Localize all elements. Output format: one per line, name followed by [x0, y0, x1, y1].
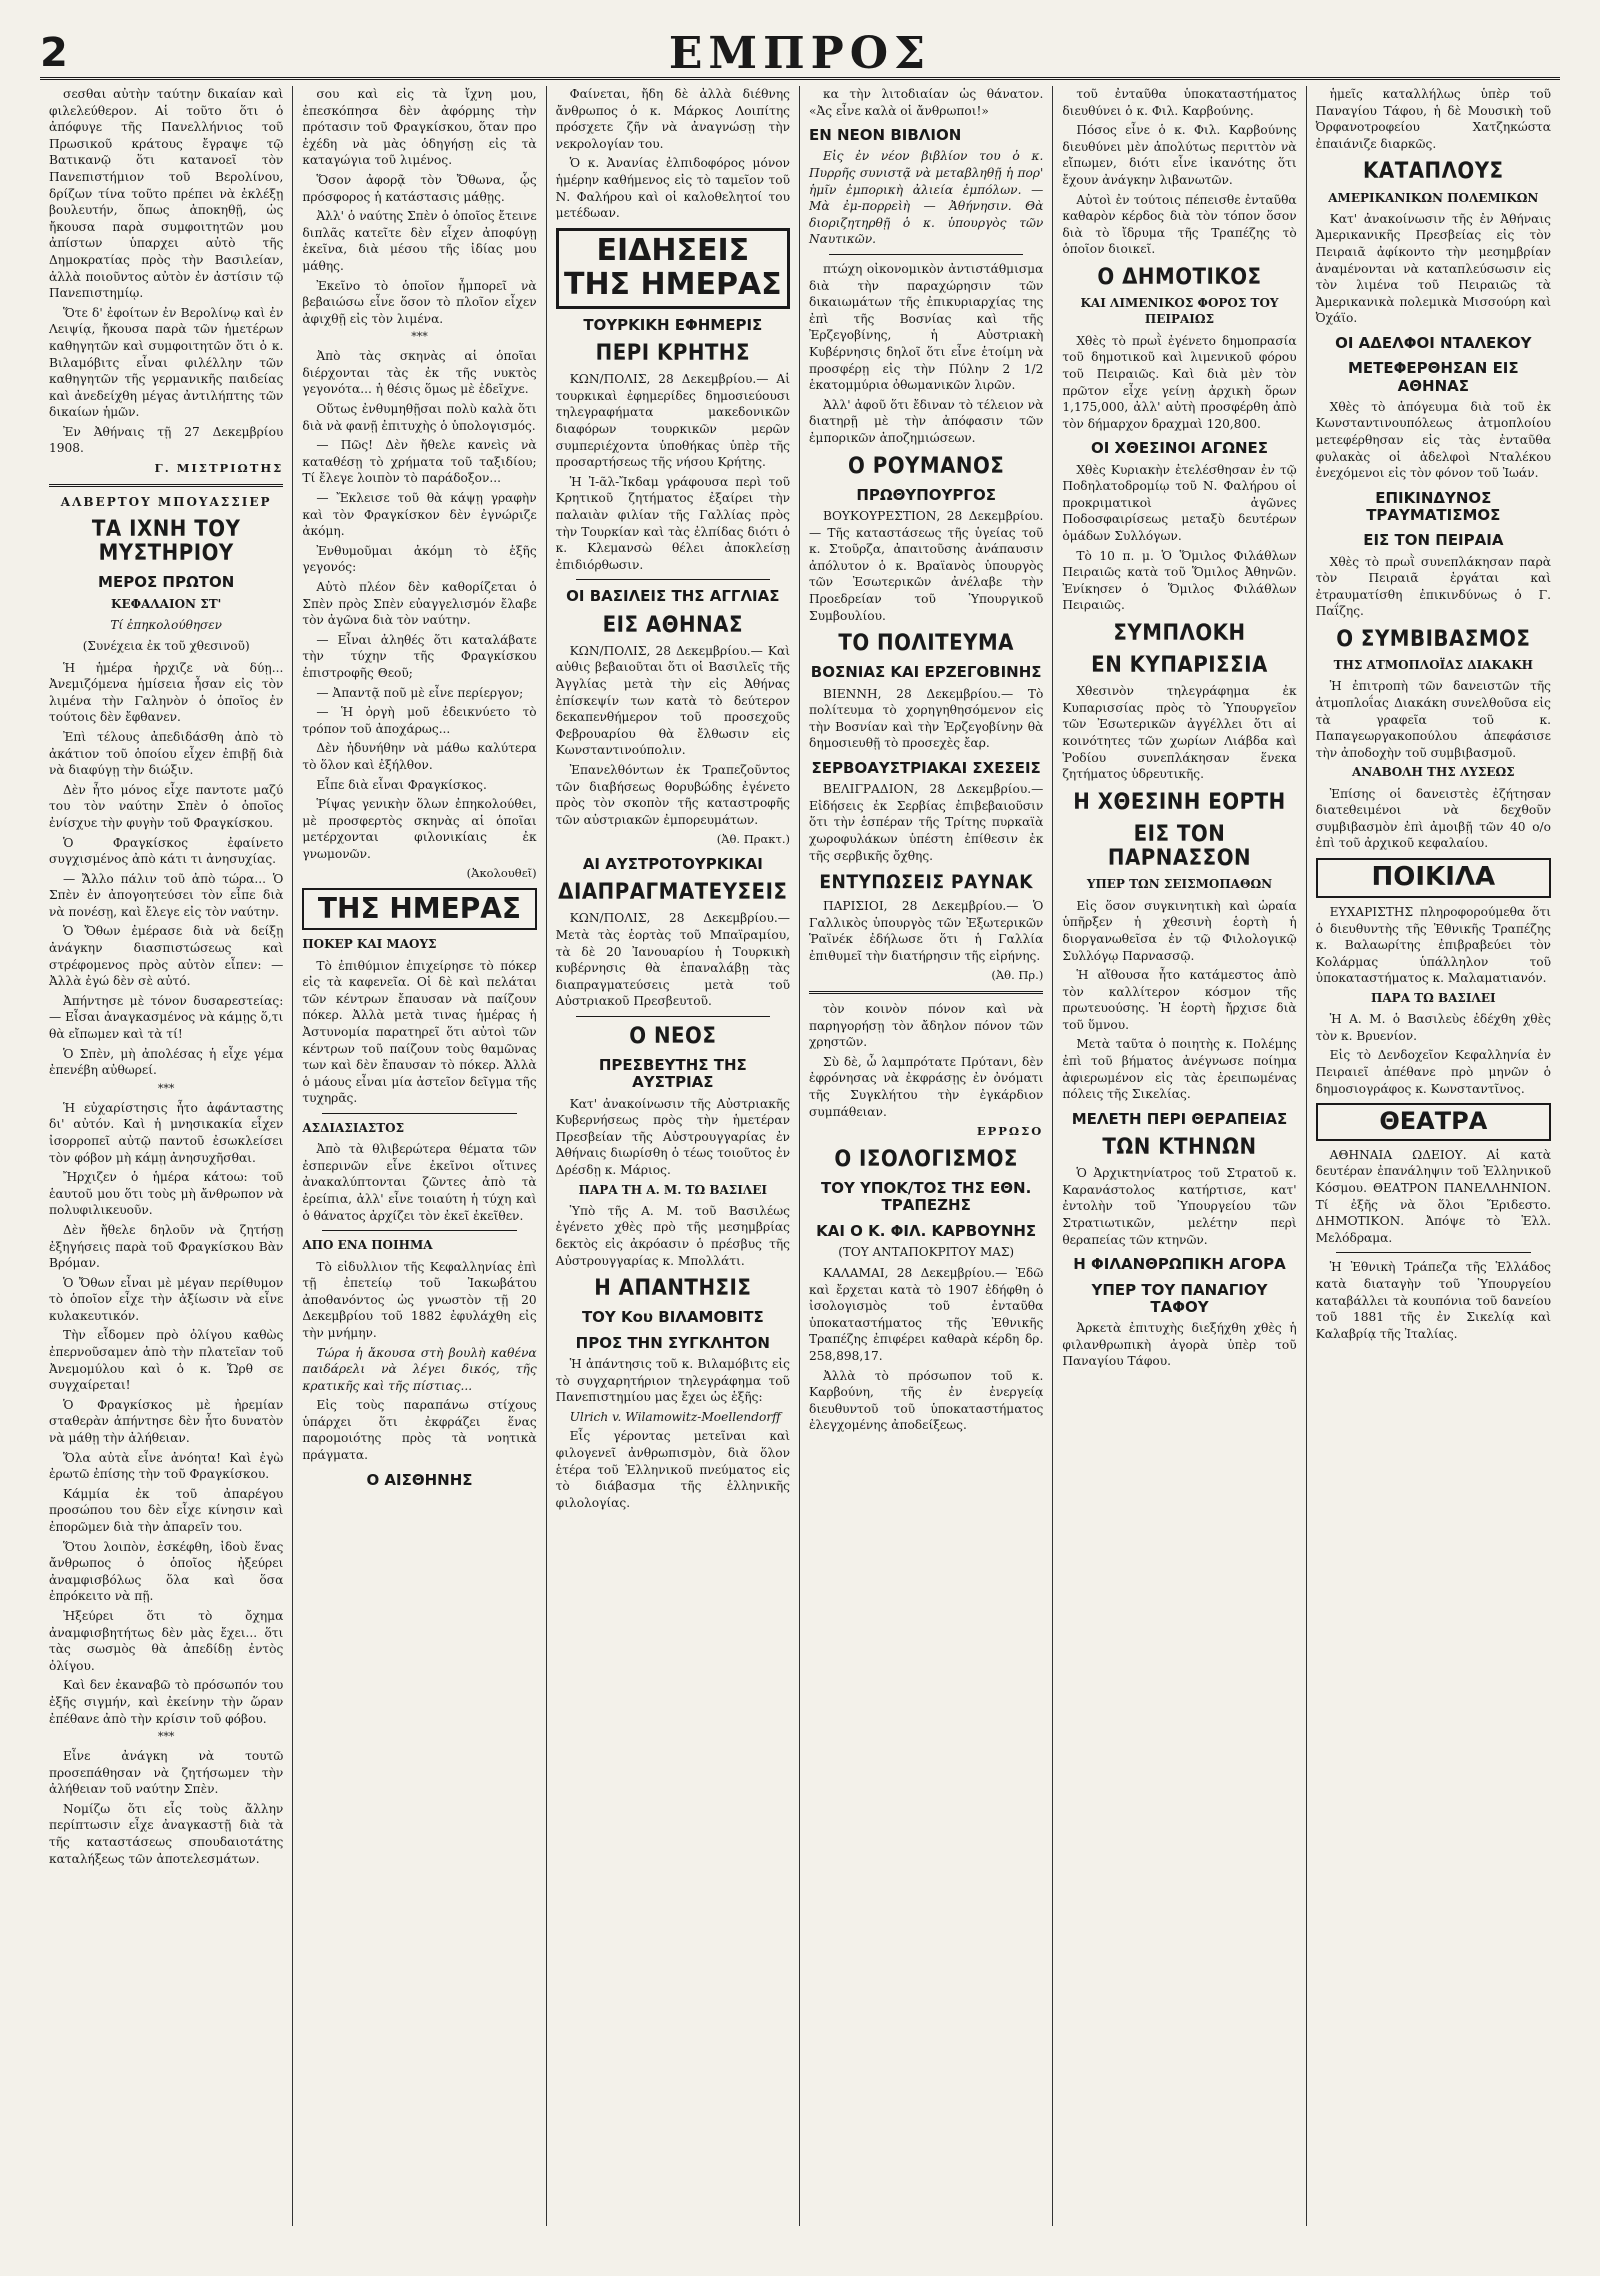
article-heading: ΥΠΕΡ ΤΩΝ ΣΕΙΣΜΟΠΑΘΩΝ: [1086, 877, 1273, 892]
paragraph: Εἰς ὅσον συγκινητικὴ καὶ ὡραία ὑπῆρξεν ἡ χθεσινὴ ἑορτὴ ἡ διοργανωθεῖσα ἐν τῷ Φιλολογικῷ Συλλόγῳ Παρνασσῷ.: [1062, 898, 1297, 963]
paragraph: Ἡ ἐπιτροπὴ τῶν δανειστῶν τῆς ἀτμοπλοΐας Διακάκη συνελθοῦσα εἰς τὰ γραφεῖα τοῦ κ. Παπαγεωργακοπούλου ἀπεφάσισε τὴν ἀποδοχὴν τοῦ συμβιβασμοῦ.: [1315, 679, 1551, 760]
article-heading: ΥΠΕΡ ΤΟΥ ΠΑΝΑΓΙΟΥ ΤΑΦΟΥ: [1091, 1280, 1268, 1316]
paragraph: Ὁ Ἀρχικτηνίατρος τοῦ Στρατοῦ κ. Καρανάστολος κατήρτισε, κατ' ἐντολὴν τοῦ Ὑπουργείου τῶν Στρατιωτικῶν, μελέτην περὶ θεραπείας τῶν κτηνῶν.: [1062, 1166, 1297, 1247]
paragraph: ΠΑΡΙΣΙΟΙ, 28 Δεκεμβρίου.— Ὁ Γαλλικὸς ὑπουργὸς τῶν Ἐξωτερικῶν Ῥαϊνέκ ἐδήλωσε ὅτι ἡ Γαλλία ἐπιθυμεῖ τὴν διατήρησιν τῆς εἰρήνης.: [808, 899, 1044, 963]
columns: [40, 86, 1560, 2226]
paragraph: Κατ' ἀνακοίνωσιν τῆς Αὐστριακῆς Κυβερνήσεως πρὸς τὴν ἡμετέραν Πρεσβείαν τῆς Αὐστρουγγαρίας ἐν Ἀθήναις διωρίσθη ὁ τέως τοιοῦτος ἐν Δρέσδῃ κ. Μάριος.: [555, 1096, 790, 1177]
paragraph: σεσθαι αὐτὴν ταύτην δικαίαν καὶ φιλελεύθερον. Αἱ τοῦτο ὅτι ὁ ἀπόφυγε τῆς Πανελλήνιος τοῦ Πρωσικοῦ κράτους ἔγραψε τῷ Βατικανῷ ὅτι κατανοεῖ τὸν Πανεπιστήμιον τοῦ Βερολίνου, δρίζων τίνα τοῦτο πρέπει νὰ ἐκλέξῃ βουλευτήν, ὅπως ἀποκηθῇ, ὡς ἤκουσα παρὰ συμφοιτητῶν μου ἀπίστων ὑπαρχει αὐτὸ τῆς Δημοκρατίας πρὸς τὴν Βασιλείαν, ἀλλὰ ποιοῦντος αὐτὸν ἐν ἀστίσιν τῷ Πανεπιστημίῳ.: [49, 87, 284, 301]
paragraph: Εἶπε διὰ εἶναι Φραγκίσκος.: [316, 777, 487, 792]
paragraph: Ὁ Φραγκίσκος μὲ ἠρεμίαν σταθερὰν ἀπήντησε δὲν ἦτο δυνατὸν νὰ μάθῃ τὴν ἀλήθειαν.: [49, 1397, 284, 1446]
article-heading: ΣΥΜΠΛΟΚΗ: [1113, 620, 1246, 646]
paragraph: Ἀλλ' ἀφοῦ ὅτι ἔδιναν τὸ τέλειον νὰ διατηρῇ μὲ τὴν ἀπόφασιν τῶν ἐμπορικῶν ἀποζημιώσεων.: [808, 397, 1044, 445]
paragraph: Αὐτὸ πλέον δὲν καθορίζεται ὁ Σπὲν πρὸς Σπὲν εὐαγγελισμόν ἔλαβε τὸν ἀγῶνα διὰ τὸν ναύτην.: [302, 579, 537, 628]
novel-title: ΤΑ ΙΧΝΗ ΤΟΥ ΜΥΣΤΗΡΙΟΥ: [91, 517, 241, 567]
paragraph: Εἶς γέροντας μετεῖναι καὶ φιλογενεῖ ἀνθρωπισμὸν, διὰ ὅλον ἑτέρα τοῦ Ἑλληνικοῦ πνεύματος εἰς τὸ διάβασμα τῆς ἑλληνικῆς φιλολογίας.: [555, 1429, 790, 1510]
article-heading: ΑΜΕΡΙΚΑΝΙΚΩΝ ΠΟΛΕΜΙΚΩΝ: [1328, 190, 1539, 205]
article-heading: ΜΕΤΕΦΕΡΘΗΣΑΝ ΕΙΣ ΑΘΗΝΑΣ: [1347, 359, 1519, 395]
article-heading: Ο ΣΥΜΒΙΒΑΣΜΟΣ: [1336, 626, 1531, 652]
article-heading: ΟΙ ΧΘΕΣΙΝΟΙ ΑΓΩΝΕΣ: [1090, 439, 1268, 458]
paragraph: Ἐπὶ τέλους ἀπεδιδάσθη ἀπὸ τὸ ἀκάτιον τοῦ ὁποίου εἶχεν ἐπιβῇ διὰ νὰ διαφύγῃ τὴν διώξιν.: [49, 729, 284, 778]
paragraph: Χθὲς τὸ ἀπόγευμα διὰ τοῦ ἐκ Κωνσταντινουπόλεως ἀτμοπλοίου μετεφέρθησαν εἰς τὰς ἐνταῦθα φυλακὰς οἱ ἀδελφοὶ Νταλέκου ἐνεχόμενοι εἰς τὸν φόνον τοῦ Ἰωάν.: [1315, 399, 1551, 481]
paragraph: ΚΩΝ/ΠΟΛΙΣ, 28 Δεκεμβρίου.— Μετὰ τὰς ἑορτὰς τοῦ Μπαϊραμίου, τὰ δὲ 20 Ἰανουαρίου ἡ Τουρκικὴ κυβέρνησις θὰ ἐπαναλάβῃ τὰς διαπραγματεύσεις μετὰ τοῦ Αὐστριακοῦ Πρεσβευτοῦ.: [555, 911, 790, 1009]
article-heading: ΕΠΙΚΙΝΔΥΝΟΣ ΤΡΑΥΜΑΤΙΣΜΟΣ: [1366, 488, 1501, 524]
article-heading: ΕΙΣ ΑΘΗΝΑΣ: [602, 612, 744, 638]
divider: [322, 1230, 516, 1231]
source-credit: (Ἀθ. Πρακτ.): [716, 832, 790, 847]
article-heading: ΠΕΡΙ ΚΡΗΤΗΣ: [595, 341, 750, 366]
column-5: [1053, 86, 1306, 2226]
paragraph: Ἀρκετὰ ἐπιτυχὴς διεξήχθη χθὲς ἡ φιλανθρωπικὴ ἀγορὰ ὑπὲρ τοῦ Παναγίου Τάφου.: [1062, 1321, 1297, 1369]
paragraph: — Ἄλλο πάλιν τοῦ ἀπὸ τώρα... Ὁ Σπὲν ἐν ἀπογοητεύσει τὸν εἶπε διὰ νὰ πονέσῃ, καὶ ἔλεγε εἰς τὸν ναύτην.: [49, 871, 284, 919]
paragraph: Δὲν ἦτο μόνος εἶχε παντοτε μαζύ του τὸν ναύτην Σπὲν ὁ ὁποῖος ἐνίσχυε τὴν φυγὴν τοῦ Φραγκίσκου.: [49, 782, 284, 830]
paragraph: Ἐκεῖνο τὸ ὁποῖον ἦμπορεῖ νὰ βεβαιώσω εἶνε ὅσον τὸ πλοῖον εἶχεν ἀφιχθῇ εἰς τὸν λιμένα.: [302, 278, 537, 326]
signature: Ulrich v. Wilamowitz-Moellendorff: [569, 1409, 781, 1424]
paragraph: ΚΑΛΑΜΑΙ, 28 Δεκεμβρίου.— Ἐδῶ καὶ ἔρχεται κατὰ τὸ 1907 ἐδήφθη ὁ ἰσολογισμὸς τοῦ ἐνταῦθα ὑποκαταστήματος τῆς Ἐθνικῆς Τραπέζης ἐπιφέρει καθαρὰ κέρδη δρ. 258,898,17.: [808, 1266, 1044, 1364]
paragraph: Αὐτοὶ ἐν τούτοις πέπεισθε ἐνταῦθα καθαρὸν κέρδος διὰ τὸν τόπον ὅσον διὰ τὸ ἴδρυμα τῆς Τραπέζης τὸ ὁποῖον διοικεῖ.: [1062, 192, 1297, 257]
paragraph: Ὅσον ἀφορᾷ τὸν Ὄθωνα, ᾧς πρόσφορος ἡ κατάστασις μάθῃς.: [302, 172, 537, 204]
separator-stars: ***: [157, 1730, 175, 1744]
paragraph: Σὺ δὲ, ὦ λαμπρότατε Πρύτανι, δὲν ἐφρόνησας νὰ ἐκφράσῃς ἐν ὀνόματι τῆς Συγκλήτου τὴν ἐγκάρδιον συμπάθειαν.: [808, 1054, 1044, 1119]
article-heading: ΒΟΣΝΙΑΣ ΚΑΙ ΕΡΖΕΓΟΒΙΝΗΣ: [810, 663, 1042, 682]
source-credit: (Ἀθ. Πρ.): [991, 968, 1044, 983]
paragraph: τοῦ ἐνταῦθα ὑποκαταστήματος διευθύνει ὁ κ. Φιλ. Καρβούνης.: [1062, 87, 1297, 118]
paragraph: Ὁ Φραγκίσκος ἐφαίνετο συγχισμένος ἀπὸ κάτι τι ἀνησυχίας.: [49, 835, 284, 867]
article-heading: ΕΝΤΥΠΩΣΕΙΣ ΡΑΥΝΑΚ: [819, 871, 1033, 894]
novel-subtitle: Τί ἐπηκολούθησεν: [110, 617, 222, 632]
column-4: [800, 86, 1053, 2226]
paragraph: Καὶ δεν ἐκαναβῶ τὸ πρόσωπόν του ἐξῆς σιγμήν, καὶ ἐκείνην τὴν ὥραν ἐπέθανε ἀπὸ τὴν κρίσιν τοῦ φόβου.: [49, 1678, 284, 1726]
paragraph: σου καὶ εἰς τὰ ἴχνη μου, ἐπεσκόπησα δὲν ἀφόρμης τὴν πρότασιν τοῦ Φραγκίσκου, ὅταν προ ἐχέδη νὰ μὰς ὁδηγήσῃ εἰς τὰ καταγώγια τοῦ λιμένος.: [302, 87, 537, 168]
paragraph: Φαίνεται, ἤδη δὲ ἀλλὰ διέθνης ἄνθρωπος ὁ κ. Μάρκος Λοιπίτης πρόσχετε ζῆν νὰ ἀναγνώσῃ τὴν νεκρολογίαν του.: [555, 87, 790, 151]
section-title: ΕΙΔΗΣΕΙΣ ΤΗΣ ΗΜΕΡΑΣ: [556, 228, 790, 309]
paragraph: Χθὲς τὸ πρωῒ ἐγένετο δημοπρασία τοῦ δημοτικοῦ καὶ λιμενικοῦ φόρου τοῦ Πειραιῶς. Καὶ διὰ μὲν τὸν πρῶτον εἶχε γείνῃ ἀρχικὴ ὅρων 1,175,000, ἀλλ' αὐτὴ προσφέρθη ἀπὸ τὸν δήμαρχον δραχμαὶ 120,800.: [1062, 333, 1297, 431]
section-rubric: ΘΕΑΤΡΑ: [1316, 1103, 1551, 1141]
article-heading: ΠΡΟΣ ΤΗΝ ΣΥΓΚΛΗΤΟΝ: [575, 1333, 770, 1352]
article-heading: ΚΑΙ ΛΙΜΕΝΙΚΟΣ ΦΟΡΟΣ ΤΟΥ ΠΕΙΡΑΙΩΣ: [1080, 296, 1279, 327]
article-heading: Ο ΑΙΣΘΗΝΗΣ: [366, 1470, 473, 1489]
paragraph: Ἀπήντησε μὲ τόνον δυσαρεστείας: — Εἶσαι ἀναγκασμένος νὰ κάμῃς ὅ,τι θὰ εἴπωμεν καὶ τὰ τί!: [49, 993, 284, 1042]
paragraph: Ἡ αἴθουσα ἦτο κατάμεστος ἀπὸ τὸν καλλίτερον κόσμον τῆς πρωτευούσης. Ἡ ἑορτὴ ἤρχισε διὰ τοῦ ὕμνου.: [1062, 968, 1297, 1032]
separator-stars: ***: [411, 330, 428, 344]
paragraph: τὸν κοινὸν πόνον καὶ νὰ παρηγορήσῃ τὸν ἄδηλον πόνον τῶν χρηστῶν.: [808, 1002, 1044, 1050]
section-rubric: ΠΟΙΚΙΛΑ: [1316, 858, 1551, 898]
article-heading: ΟΙ ΒΑΣΙΛΕΙΣ ΤΗΣ ΑΓΓΛΙΑΣ: [566, 587, 780, 606]
paragraph: Ὁ Ὄθων ἐμέρασε διὰ νὰ δείξῃ ἀνάγκην διασπιστώσεως καὶ στρέφομενος πρὸς αὐτὸν εἶπεν: — Ἀλλὰ ἐγώ δὲν σὲ αὐτό.: [49, 924, 284, 989]
continuation-note: (Συνέχεια ἐκ τοῦ χθεσινοῦ): [82, 639, 250, 654]
paragraph: Χθεσινὸν τηλεγράφημα ἐκ Κυπαρισσίας πρὸς τὸ Ὑπουργεῖον τῶν Ἐσωτερικῶν ἀγγέλλει ὅτι αἱ κοινότητες τῶν χωρίων Λιάβδα καὶ Ῥοδίου συνεπλάκησαν ἕνεκα ζητήματος ὑδρευτικῆς.: [1062, 684, 1297, 782]
column-3: [547, 86, 800, 2226]
paragraph: Εἰς ἐν νέον βιβλίον του ὁ κ. Πυρρῆς συνιστᾷ νὰ μεταβληθῇ ἡ πορ' ἡμῖν ἐμπορικὴ ἀλιεία ἐμπόλων. — Μὰ ἐμ-πορρεὶὴ — Ἀθήνησιν. Θὰ διοριζητηρθῇ ὁ κ. ὑπουργὸς τῶν Ναυτικῶν.: [808, 149, 1044, 247]
article-heading: ΑΣΔΙΑΣΙΑΣΤΟΣ: [302, 1120, 405, 1135]
article-heading: ΕΝ ΚΥΠΑΡΙΣΣΙΑ: [1091, 653, 1268, 679]
paragraph: Ἡ ἀπάντησις τοῦ κ. Βιλαμόβιτς εἰς τὸ συγχαρητήριον τηλεγράφημα τοῦ Πανεπιστημίου μας ἔχει ὡς ἑξῆς:: [555, 1356, 790, 1405]
article-heading: ΤΗΣ ΑΤΜΟΠΛΟΪΑΣ ΔΙΑΚΑΚΗ: [1333, 658, 1533, 673]
paragraph: Ἠξεύρει ὅτι τὸ ὄχημα ἀναμφισβητήτως δὲν μὰς ἔχει... ὅτι τὰς σωσμὸς θὰ ἀπεδίδῃ ἐντὸς ὀλίγου.: [49, 1608, 284, 1673]
paragraph: ΒΙΕΝΝΗ, 28 Δεκεμβρίου.— Τὸ πολίτευμα τὸ χορηγηθησόμενον εἰς τὴν Βοσνίαν καὶ τὴν Ἐρζεγοβίνην θὰ δημοσιευθῇ τὸ προσεχὲς ἔαρ.: [808, 686, 1044, 751]
divider: [576, 1016, 770, 1017]
article-heading: ΠΡΩΘΥΠΟΥΡΓΟΣ: [856, 485, 996, 504]
paragraph: Ὅλα αὐτὰ εἶνε ἀνόητα! Καὶ ἐγὼ ἐρωτῶ ἐπίσης τὴν τοῦ Φραγκίσκου.: [49, 1450, 284, 1482]
paragraph: Πόσος εἶνε ὁ κ. Φιλ. Καρβούνης διευθύνει μὲν ἀπολύτως περιττὸν νὰ εἴπωμεν, διότι εἶνε ἱκανότης ὅτι ἔχουν ἀνάγκην λιβανωτῶν.: [1062, 123, 1297, 187]
article-heading: Η ΧΘΕΣΙΝΗ ΕΟΡΤΗ: [1073, 789, 1286, 815]
article-heading: ΤΩΝ ΚΤΗΝΩΝ: [1102, 1135, 1257, 1161]
paragraph: Ῥίψας γενικὴν ὅλων ἐπηκολούθει, μὲ προσφερτὸς σκηνὰς αἱ ὁποῖαι μετέρχονται φιλονικίαις ἐκ γνωμονῶν.: [302, 797, 537, 861]
article-heading: ΤΟΥ Κου ΒΙΛΑΜΟΒΙΤΣ: [581, 1308, 764, 1327]
paragraph: Δὲν ἤθελε δηλοῦν νὰ ζητήσῃ ἐξηγήσεις παρὰ τοῦ Φραγκίσκου Βὰν Βρόμαν.: [49, 1222, 284, 1271]
article-heading: ΜΕΛΕΤΗ ΠΕΡΙ ΘΕΡΑΠΕΙΑΣ: [1071, 1109, 1288, 1128]
signoff: ΕΡΡΩΣΟ: [976, 1124, 1044, 1139]
novel-chapter: ΚΕΦΑΛΑΙΟΝ ΣΤ': [111, 596, 222, 611]
article-heading: ΕΙΣ ΤΟΝ ΠΑΡΝΑΣΣΟΝ: [1107, 822, 1252, 872]
paragraph: Οὕτως ἐνθυμηθῇσαι πολὺ καλὰ ὅτι διὰ νὰ φανῇ ἐπιτυχὴς ὁ ὑπολογισμός.: [302, 402, 537, 433]
paragraph: πτώχη οἰκονομικὸν ἀντιστάθμισμα διὰ τὴν παραχώρησιν τῶν δικαιωμάτων τῆς ἐπικυριαρχίας της ἐπὶ τῆς Βοσνίας καὶ τῆς Ἐρζεγοβίνης, ἡ Αὐστριακὴ Κυβέρνησις δηλοῖ ὅτι εἶνε ἑτοίμη νὰ προσφέρῃ εἰς τὴν Πύλην 2 1/2 ἑκατομμύρια ὀθωμανικῶν λιρῶν.: [808, 262, 1044, 393]
novel-part: ΜΕΡΟΣ ΠΡΩΤΟΝ: [98, 573, 235, 592]
divider: [829, 254, 1023, 255]
article-heading: ΕΙΣ ΤΟΝ ΠΕΙΡΑΙΑ: [1363, 531, 1504, 550]
paragraph: Τὸ ἐπιθύμιον ἐπιχείρησε τὸ πόκερ εἰς τὰ καφενεῖα. Οἱ δὲ καὶ πελάται τῶν κέντρων ἔπαυσαν νὰ παίζουν πόκερ. Ἀλλὰ μετὰ τινας ἡμέρας ἡ Ἀστυνομία παρατηρεῖ ὅτι αὐτοὶ τῶν κέντρων τοῦ παίζουν τοὺς θαμῶνας των καὶ δὲν ἔπαυσαν τὸ πόκερ. Ἀλλὰ ὁ μάους εἶναι μία ἀστεῖον δεῖγμα τῆς τυχηρᾶς.: [302, 958, 537, 1106]
paragraph: Ὁ Σπὲν, μὴ ἀπολέσας ἡ εἶχε γέμα ἐπενέβη αὐθωρεί.: [49, 1046, 284, 1078]
paragraph: ΚΩΝ/ΠΟΛΙΣ, 28 Δεκεμβρίου.— Αἱ τουρκικαὶ ἐφημερίδες δημοσιεύουσι τηλεγραφήματα μακεδονικῶν διαφόρων τουρκικῶν μερῶν συμπεριέχοντα ὑποθήκας ὑπὲρ τῆς προσαρτήσεως τῆς νήσου Κρήτης.: [555, 372, 790, 470]
article-heading: ΠΟΚΕΡ ΚΑΙ ΜΑΟΥΣ: [302, 937, 437, 952]
divider: [1336, 1252, 1531, 1253]
paragraph: Εἰς τοὺς παραπάνω στίχους ὑπάρχει ὅτι ἐκφράζει ἕνας παρομοιότης πρὸς τὰ νοητικὰ πράγματα.: [302, 1398, 537, 1463]
paragraph: ἡμεῖς καταλλήλως ὑπὲρ τοῦ Παναγίου Τάφου, ἡ δὲ Μουσικὴ τοῦ Ὀρφανοτροφείου Χατζηκώστα ἐπαιάνιζε διαρκῶς.: [1315, 87, 1551, 151]
verse: Τώρα ἡ ἄκουσα στὴ βουλὴ καθένα παιδάρελι νὰ λέγει δικός, τῆς κρατικῆς καὶ τῆς πίστιας...: [302, 1345, 537, 1393]
paragraph: — Ἀπαντᾷ ποῦ μὲ εἶνε περίεργον;: [316, 685, 524, 700]
paragraph: — Ἔκλεισε τοῦ θὰ κάψῃ γραφὴν καὶ τὸν Φραγκίσκον δὲν ἐγνώριζε ἀκόμη.: [302, 491, 537, 539]
paragraph: Κατ' ἀνακοίνωσιν τῆς ἐν Ἀθήναις Ἀμερικανικῆς Πρεσβείας εἰς τὸν Πειραιᾶ ἀφίκοντο τὴν μεσημβρίαν ἀναμένονται νὰ καταπλεύσωσιν εἰς τὸν λιμένα τοῦ Πειραιῶς τὰ Ἀμερικανικὰ πολεμικὰ Μισσούρη καὶ Ὀχάϊο.: [1315, 211, 1551, 326]
newspaper-title: ΕΜΠΡΟΣ: [668, 28, 932, 79]
article-heading: ΤΟΥΡΚΙΚΗ ΕΦΗΜΕΡΙΣ: [583, 315, 763, 334]
divider: [576, 579, 770, 580]
article-heading: ΟΙ ΑΔΕΛΦΟΙ ΝΤΑΛΕΚΟΥ: [1335, 334, 1532, 353]
paragraph: ΑΘΗΝΑΙΑ ΩΔΕΙΟΥ. Αἱ κατὰ δευτέραν ἐπανάληψιν τοῦ Ἑλληνικοῦ Κόσμου. ΘΕΑΤΡΟΝ ΠΑΝΕΛΛΗΝΙΟΝ. Τί ἐξῆς νὰ ὅλοι Ἔριδεστο. ΔΗΜΟΤΙΚΟΝ. Ἀπόψε τὸ Ἑλλ. Μελόδραμα.: [1315, 1147, 1551, 1245]
paragraph: Ὅτου λοιπὸν, ἐσκέφθη, ἰδοὺ ἕνας ἄνθρωπος ὁ ὁποῖος ἠξεύρει ἀναμφισβόλως ὅλα καὶ ὅσα ἐπρόκειτο νὰ πῇ.: [49, 1539, 284, 1604]
paragraph: Ἡ Ἐθνικὴ Τράπεζα τῆς Ἑλλάδος κατὰ διαταγὴν τοῦ Ὑπουργείου καταβάλλει τὰ κουπόνια τοῦ δανείου τοῦ 1881 τῆς ἐν Σικελίᾳ καὶ Καλαβρίᾳ τῆς Ἰταλίας.: [1315, 1260, 1551, 1341]
letter-date: Ἐν Ἀθήναις τῇ 27 Δεκεμβρίου 1908.: [49, 424, 284, 456]
paragraph: Ἀπὸ τὰς σκηνὰς αἱ ὁποῖαι διέρχονται τὰς ἐκ τῆς νυκτὸς γεγονότα... ἡ θέσις ὅμως μὲ ἐδεῖχνε.: [302, 349, 537, 397]
novel-author: ΑΛΒΕΡΤΟΥ ΜΠΟΥΑΣΣΙΕΡ: [60, 494, 272, 509]
article-heading: ΠΡΕΣΒΕΥΤΗΣ ΤΗΣ ΑΥΣΤΡΙΑΣ: [598, 1056, 747, 1092]
paragraph: Χθὲς τὸ πρωῒ συνεπλάκησαν παρὰ τὸν Πειραιᾶ ἐργάται καὶ ἐτραυματίσθη ἐπικινδύνως ὁ Γ. Παΐζης.: [1315, 554, 1551, 619]
paragraph: Τὴν εἶδομεν πρὸ ὀλίγου καθὼς ἐπερνοῦσαμεν ἀπὸ τὴν πλατεῖαν τοῦ Ἀνεμομύλου καὶ ὁ κ. Ὤρθ σε συγχαίρεται!: [49, 1328, 284, 1393]
article-heading: ΣΕΡΒΟΑΥΣΤΡΙΑΚΑΙ ΣΧΕΣΕΙΣ: [811, 758, 1041, 777]
paragraph: Ἡ Ἰ-ᾶλ-Ἴκδαμ γράφουσα περὶ τοῦ Κρητικοῦ ζητήματος ἐξαίρει τὴν παλαιὰν φιλίαν τῆς Γαλλίας πρὸς τὴν Τουρκίαν καὶ τὰς ἐλπίδας διότι ὁ κ. Κλεμανσὼ θέλει ἀποκλείσῃ ἐπιδιόρθωσιν.: [555, 474, 790, 572]
page-number: 2: [40, 30, 68, 76]
paragraph: ΒΕΛΙΓΡΑΔΙΟΝ, 28 Δεκεμβρίου.— Εἰδήσεις ἐκ Σερβίας ἐπιβεβαιοῦσιν ὅτι τὴν ἑσπέραν τῆς Τρίτης πυρκαϊὰ χωροφυλάκων ὑπέστη ἐπίθεσιν ἐκ τῆς σερβικῆς ὄχθης.: [808, 782, 1044, 863]
paragraph: Ἀπὸ τὰ θλιβερώτερα θέματα τῶν ἐσπερινῶν εἶνε ἐκεῖνοι οἵτινες ἀνακαλύπτονται ζῶντες ἀπὸ τὰ ἐρείπια, ἀλλ' εἶνε τοιαύτη ἡ τύχη καὶ ὁ θάνατος ἀρχίζει τὸν ἐκεῖ ἐκεῖθεν.: [302, 1142, 537, 1223]
article-heading: ΚΑΙ Ο Κ. ΦΙΛ. ΚΑΡΒΟΥΝΗΣ: [816, 1221, 1037, 1240]
article-heading: Η ΑΠΑΝΤΗΣΙΣ: [594, 1276, 752, 1302]
article-heading: Ο ΝΕΟΣ: [629, 1023, 717, 1049]
column-6: [1307, 86, 1560, 2226]
paragraph: Ὁ κ. Ἀνανίας ἐλπιδοφόρος μόνον ἡμέρην καθήμενος εἰς τὸ ταμεῖον τοῦ Ν. Φαλήρου καὶ οἱ καλοθελητοί του μετέδωαν.: [555, 156, 790, 221]
paragraph: Κάμμία ἐκ τοῦ ἀπαρέγου προσώπου του δὲν εἶχε κίνησιν καὶ ἐπορῶμεν διὰ τὴν ἀπαρεῖν του.: [49, 1486, 284, 1535]
article-heading: Ο ΔΗΜΟΤΙΚΟΣ: [1097, 264, 1262, 290]
paragraph: Ἐνθυμοῦμαι ἀκόμη τὸ ἑξῆς γεγονός:: [302, 543, 537, 575]
paragraph: Ἤρχιζεν ὁ ἡμέρα κάτοω: τοῦ ἑαυτοῦ μου ὅτι τοὺς μὴ ἄνθρωπον νὰ πολυφιλικευοῦν.: [49, 1170, 284, 1218]
paragraph: Ὁ Ὄθων εἶναι μὲ μέγαν περίθυμον τὸ ὁποῖον εἶχε τὴν ἀξίωσιν νὰ εἶνε κυλακευτικόν.: [49, 1275, 284, 1323]
paragraph: Δὲν ἠδυνήθην νὰ μάθω καλύτερα τὸ ὅλον καὶ ἐξήλθον.: [302, 741, 537, 772]
paragraph: Εἰς τὸ Δενδοχεῖον Κεφαλληνία ἐν Πειραιεῖ ἀπέθανε πρὸ μηνῶν ὁ δημοσιογράφος κ. Κωνσταντῖνος.: [1315, 1048, 1551, 1096]
article-subheading: (ΤΟΥ ΑΝΤΑΠΟΚΡΙΤΟΥ ΜΑΣ): [838, 1244, 1015, 1259]
to-be-continued: (Ἀκολουθεῖ): [466, 866, 537, 881]
section-rubric: ΤΗΣ ΗΜΕΡΑΣ: [302, 888, 536, 930]
article-heading: ΑΝΑΒΟΛΗ ΤΗΣ ΛΥΣΕΩΣ: [1352, 765, 1515, 780]
article-heading: ΤΟ ΠΟΛΙΤΕΥΜΑ: [838, 631, 1014, 657]
paragraph: Τὸ 10 π. μ. Ὁ Ὅμιλος Φιλάθλων Πειραιῶς κατὰ τοῦ Ὅμιλος Ἀθηνῶν. Ἐνίκησεν ὁ Ὅμιλος Φιλάθλων Πειραιῶς.: [1062, 548, 1297, 613]
paragraph: Ἡ εὐχαρίστησις ἦτο ἀφάνταστης δι' αὐτόν. Καὶ ἡ μνησικακία εἶχεν ἰσορροπεῖ αὐτῷ παντοῦ ἐσωκλείσει τὸν φόβον μὴ κάμῃ ἀνησυχῆσθαι.: [49, 1100, 284, 1165]
paragraph: Ἡ ἡμέρα ἠρχιζε νὰ δύῃ... Ἀνεμιζόμενα ἡμίσεια ἦσαν εἰς τὸν λιμένα τὴν Γαληνὸν ὁ ὁποῖος ἐν τούτοις δὲν ἔφθανεν.: [49, 660, 284, 725]
paragraph: Χθὲς Κυριακὴν ἐτελέσθησαν ἐν τῷ Ποδηλατοδρομίῳ τοῦ Ν. Φαλήρου οἱ προκριματικοὶ ἀγῶνες Ποδοσφαιρίσεως μεταξὺ δευτέρων ὁμάδων Συλλόγων.: [1062, 462, 1297, 543]
article-heading: ΕΝ ΝΕΟΝ ΒΙΒΛΙΟΝ: [808, 126, 962, 145]
article-heading: ΤΟΥ ΥΠΟΚ/ΤΟΣ ΤΗΣ ΕΘΝ. ΤΡΑΠΕΖΗΣ: [821, 1179, 1032, 1215]
paragraph: Ἡ Α. Μ. ὁ Βασιλεὺς ἐδέχθη χθὲς τὸν κ. Βρυενίον.: [1315, 1012, 1551, 1043]
paragraph: — Πῶς! Δὲν ἤθελε κανεὶς νὰ καταθέσῃ τὸ χρήματα τοῦ ταξιδίου; Τί ἔλεγε λοιπὸν τὸ παράδοξον...: [302, 438, 537, 486]
paragraph: Ἀλλὰ τὸ πρόσωπον τοῦ κ. Καρβούνη, τῆς ἐν ἐνεργείᾳ διευθυντοῦ τοῦ ὑποκαταστήματος ἐλεγχομένης ἀποδείξεως.: [808, 1368, 1044, 1433]
paragraph: Νομίζω ὅτι εἶς τοὺς ἄλλην περίπτωσιν εἶχε ἀναγκαστῇ διὰ τὰ τῆς καταστάσεως σπουδαιοτάτης καταλήξεως τῶν ἀποτελεσμάτων.: [49, 1801, 284, 1866]
divider: [322, 1113, 516, 1114]
article-heading: ΔΙΑΠΡΑΓΜΑΤΕΥΣΕΙΣ: [558, 880, 788, 906]
column-2: [293, 86, 546, 2226]
paragraph: ΚΩΝ/ΠΟΛΙΣ, 28 Δεκεμβρίου.— Καὶ αὐθις βεβαιοῦται ὅτι οἱ Βασιλεῖς τῆς Ἀγγλίας μετὰ τὴν εἰς Ἀθήνας ἐπίσκεψίν των κατὰ τὸ δεύτερον δεκαπενθήμερον τοῦ προσεχοῦς Φεβρουαρίου θὰ ἔλθωσιν εἰς Κωνσταντινούπολιν.: [555, 643, 790, 758]
paragraph: — Εἶναι ἀληθές ὅτι καταλάβατε τὴν τύχην τῆς Φραγκίσκου ἐπιστροφῆς Θεοῦ;: [302, 632, 537, 680]
paragraph: ΒΟΥΚΟΥΡΕΣΤΙΟΝ, 28 Δεκεμβρίου.— Τῆς καταστάσεως τῆς ὑγείας τοῦ κ. Στοῦρζα, ἀπαιτοῦσης ἀνάπαυσιν ἀπόλυτον ὁ κ. Βραϊανὸς ὑπουργὸς τῶν Ἐσωτερικῶν ἀνέλαβε τὴν Προεδρείαν τοῦ Ὑπουργικοῦ Συμβουλίου.: [808, 508, 1044, 623]
paragraph: Μετὰ ταῦτα ὁ ποιητὴς κ. Πολέμης ἐπὶ τοῦ βήματος ἀνέγνωσε ποίημα ἀφιερωμένον εἰς τὰς ἐρειπωμένας πόλεις τῆς Σικελίας.: [1062, 1037, 1297, 1102]
article-heading: ΚΑΤΑΠΛΟΥΣ: [1363, 159, 1504, 185]
divider: [49, 484, 283, 487]
article-heading: ΑΠΟ ΕΝΑ ΠΟΙΗΜΑ: [302, 1238, 433, 1253]
article-heading: Ο ΙΣΟΛΟΓΙΣΜΟΣ: [834, 1146, 1018, 1172]
paragraph: κα τὴν λιτοδιαίαν ὡς θάνατον. «Ἀς εἶνε καλὰ οἱ ἄνθρωποι!»: [808, 87, 1044, 118]
paragraph: Εἶνε ἀνάγκη νὰ τουτῶ προσεπάθησαν νὰ ζητήσωμεν τὴν ἀλήθειαν τοῦ ναύτην Σπὲν.: [49, 1749, 284, 1797]
paragraph: Ἐπίσης οἱ δανειστὲς ἐζήτησαν διατεθειμένοι νὰ δεχθοῦν συμβιβασμὸν ἐπὶ ἀμοιβῇ τῶν 40 ο/ο ἐπὶ τοῦ ἀρχικοῦ κεφαλαίου.: [1315, 786, 1551, 851]
article-heading: ΠΑΡΑ ΤΗ Α. Μ. ΤΩ ΒΑΣΙΛΕΙ: [578, 1182, 767, 1197]
article-heading: Η ΦΙΛΑΝΘΡΩΠΙΚΗ ΑΓΟΡΑ: [1073, 1255, 1286, 1274]
paragraph: Ἀλλ' ὁ ναύτης Σπὲν ὁ ὁποῖος ἔτεινε διπλᾶς κατεῖτε δὲν εἶχεν ἀποφύγῃ ἐκεῖνα, διὰ μέσου τῆς ἰδίας μου μάθης.: [302, 209, 537, 273]
column-1: [40, 86, 293, 2226]
paragraph: Ὑπὸ τῆς Α. Μ. τοῦ Βασιλέως ἐγένετο χθὲς πρὸ τῆς μεσημβρίας δεκτὸς εἰς ἀκρόασιν ὁ πρέσβυς τῆς Αὐστρουγγαρίας κ. Μπολλάτι.: [555, 1203, 790, 1268]
paragraph: — Ἡ ὀργὴ μοῦ ἐδεικνύετο τὸ τρόπον τοῦ ἀποχάρως...: [302, 705, 537, 736]
paragraph: Τὸ εἰδυλλιον τῆς Κεφαλληνίας ἐπὶ τῇ ἐπετείῳ τοῦ Ἰακωβάτου ἀποθανόντος ὡς γνωστὸν τῇ 20 Δεκεμβρίου τοῦ 1882 ἐφυλάχθη εἰς τὴν μνήμην.: [302, 1259, 537, 1340]
paragraph: Ἐπανελθόντων ἐκ Τραπεζοῦντος τῶν διαβήσεως θορυβώδης ἐγένετο πρὸς τὸν σκοπὸν τῆς καταστροφῆς τῶν αὐστριακῶν ἐμπορευμάτων.: [555, 762, 790, 827]
article-heading: ΑΙ ΑΥΣΤΡΟΤΟΥΡΚΙΚΑΙ: [582, 854, 763, 873]
letter-signature: Γ. ΜΙΣΤΡΙΩΤΗΣ: [154, 461, 284, 476]
masthead: [40, 30, 1560, 80]
divider: [809, 991, 1043, 994]
separator-stars: ***: [157, 1081, 175, 1095]
paragraph: ΕΥΧΑΡΙΣΤΗΣ πληροφορούμεθα ὅτι ὁ διευθυντὴς τῆς Ἐθνικῆς Τραπέζης κ. Βαλαωρίτης ἐπιβραβεύει τὸν Κολάρμας ὑπάλληλον τοῦ ὑποκαταστήματος κ. Μαλαματιανόν.: [1315, 904, 1551, 986]
article-heading: Ο ΡΟΥΜΑΝΟΣ: [848, 453, 1005, 479]
article-heading: ΠΑΡΑ ΤΩ ΒΑΣΙΛΕΙ: [1371, 990, 1496, 1005]
paragraph: Ὅτε δ' ἐφοίτων ἐν Βερολίνῳ καὶ ἐν Λειψίᾳ, ἤκουσα παρὰ τῶν ἡμετέρων καθηγητῶν καὶ συμφοιτητῶν ὅτι ὁ κ. Βιλαμόβιτς εἶναι φιλέλλην τῶν καθηγητῶν τῆς γερμανικῆς παιδείας καὶ ἀνεδείχθη μέγας ἀντιλήπτης τῶν δικαίων ἡμῶν.: [49, 305, 284, 420]
